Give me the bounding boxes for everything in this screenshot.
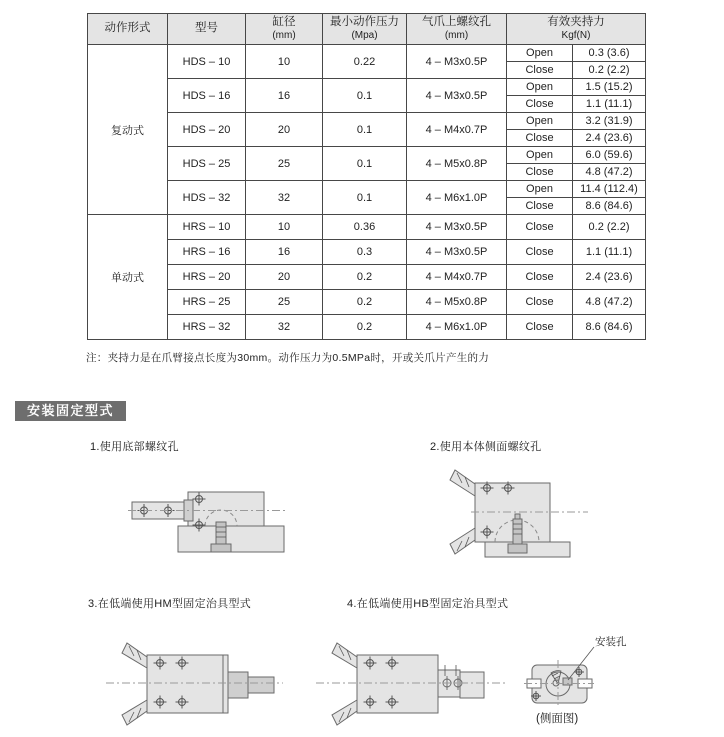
- figure3-caption: 3.在低端使用HM型固定治具型式: [88, 598, 252, 610]
- table-row: [88, 265, 646, 290]
- cell-bore: 20: [246, 265, 323, 290]
- table-row: [88, 215, 646, 240]
- table-row: [88, 240, 646, 265]
- cell-action-type: 单动式: [88, 215, 168, 340]
- cell-state: Close: [507, 215, 573, 240]
- cell-force: 4.8 (47.2): [573, 290, 646, 315]
- cell-force: 4.8 (47.2): [573, 164, 646, 181]
- table-note: 注：夹持力是在爪臂接点长度为30mm。动作压力为0.5MPa时，开或关爪片产生的力: [86, 352, 490, 364]
- cell-model: HRS – 16: [168, 240, 246, 265]
- cell-model: HDS – 10: [168, 45, 246, 79]
- claw-arm-lower: [332, 700, 357, 725]
- cell-model: HRS – 32: [168, 315, 246, 340]
- claw-arm-upper: [122, 643, 147, 668]
- cell-state: Close: [507, 62, 573, 79]
- cell-state: Close: [507, 164, 573, 181]
- cell-thread: 4 – M5x0.8P: [407, 290, 507, 315]
- figure-hb-fixture-drawing: [308, 632, 513, 732]
- cell-force: 2.4 (23.6): [573, 265, 646, 290]
- cell-state: Close: [507, 315, 573, 340]
- cell-pressure: 0.2: [323, 265, 407, 290]
- spec-table: [87, 13, 646, 340]
- cell-force: 1.1 (11.1): [573, 96, 646, 113]
- figure-side-mount-drawing: [438, 460, 623, 580]
- gripper-body: [147, 655, 228, 713]
- cell-model: HRS – 10: [168, 215, 246, 240]
- cell-state: Open: [507, 181, 573, 198]
- cell-model: HDS – 20: [168, 113, 246, 147]
- cell-thread: 4 – M3x0.5P: [407, 240, 507, 265]
- cell-pressure: 0.2: [323, 290, 407, 315]
- cell-force: 6.0 (59.6): [573, 147, 646, 164]
- cell-pressure: 0.1: [323, 181, 407, 215]
- cell-bore: 16: [246, 79, 323, 113]
- cell-pressure: 0.22: [323, 45, 407, 79]
- cell-bore: 16: [246, 240, 323, 265]
- cell-force: 0.3 (3.6): [573, 45, 646, 62]
- table-row: [88, 181, 646, 198]
- figure1-caption: 1.使用底部螺纹孔: [90, 441, 179, 453]
- header-cell-3: 最小动作压力 (Mpa): [323, 14, 407, 45]
- cell-force: 2.4 (23.6): [573, 130, 646, 147]
- cell-thread: 4 – M6x1.0P: [407, 315, 507, 340]
- table-row: [88, 290, 646, 315]
- cell-pressure: 0.1: [323, 79, 407, 113]
- cell-pressure: 0.36: [323, 215, 407, 240]
- cell-state: Close: [507, 290, 573, 315]
- cell-bore: 20: [246, 113, 323, 147]
- cell-thread: 4 – M4x0.7P: [407, 265, 507, 290]
- cell-model: HDS – 16: [168, 79, 246, 113]
- cell-state: Close: [507, 240, 573, 265]
- cell-bore: 32: [246, 315, 323, 340]
- table-row: [88, 45, 646, 62]
- spec-table-head: [88, 14, 646, 45]
- table-row: [88, 315, 646, 340]
- cell-model: HDS – 25: [168, 147, 246, 181]
- cell-state: Close: [507, 265, 573, 290]
- cell-bore: 10: [246, 45, 323, 79]
- cell-action-type: 复动式: [88, 45, 168, 215]
- header-cell-1: 型号: [168, 14, 246, 45]
- cell-state: Close: [507, 198, 573, 215]
- cell-model: HRS – 25: [168, 290, 246, 315]
- cell-state: Close: [507, 96, 573, 113]
- claw-arm-lower: [450, 528, 475, 554]
- figure-side-view: [518, 626, 713, 732]
- cell-model: HRS – 20: [168, 265, 246, 290]
- cell-thread: 4 – M6x1.0P: [407, 181, 507, 215]
- cell-thread: 4 – M3x0.5P: [407, 215, 507, 240]
- cell-state: Open: [507, 113, 573, 130]
- section-title-bar: 安装固定型式: [15, 401, 126, 421]
- cell-force: 8.6 (84.6): [573, 315, 646, 340]
- claw-arm-lower: [122, 700, 147, 725]
- cell-force: 3.2 (31.9): [573, 113, 646, 130]
- table-row: [88, 79, 646, 96]
- cell-pressure: 0.1: [323, 147, 407, 181]
- figure2-caption: 2.使用本体侧面螺纹孔: [430, 441, 542, 453]
- cell-bore: 25: [246, 147, 323, 181]
- claw-arm-upper: [450, 470, 475, 496]
- cell-state: Open: [507, 147, 573, 164]
- gripper-body: [357, 655, 438, 713]
- spec-table-header-row: [88, 14, 646, 45]
- cell-thread: 4 – M3x0.5P: [407, 79, 507, 113]
- hm-block: [228, 672, 248, 698]
- figure-bottom-mount-drawing: [128, 466, 313, 578]
- cell-bore: 32: [246, 181, 323, 215]
- claw-arm-upper: [332, 643, 357, 668]
- header-cell-0: 动作形式: [88, 14, 168, 45]
- cell-force: 0.2 (2.2): [573, 62, 646, 79]
- cell-pressure: 0.1: [323, 113, 407, 147]
- cell-thread: 4 – M3x0.5P: [407, 45, 507, 79]
- cell-pressure: 0.2: [323, 315, 407, 340]
- cell-force: 8.6 (84.6): [573, 198, 646, 215]
- cell-state: Open: [507, 79, 573, 96]
- rod: [248, 677, 274, 693]
- cell-state: Close: [507, 130, 573, 147]
- header-cell-4: 气爪上螺纹孔 (mm): [407, 14, 507, 45]
- hb-plate: [460, 672, 484, 698]
- side-view-caption: (侧面图): [536, 713, 579, 725]
- header-cell-5: 有效夹持力 Kgf(N): [507, 14, 646, 45]
- cell-bore: 10: [246, 215, 323, 240]
- table-row: [88, 113, 646, 130]
- figure-hm-fixture-drawing: [98, 632, 303, 732]
- cell-force: 11.4 (112.4): [573, 181, 646, 198]
- cell-force: 1.5 (15.2): [573, 79, 646, 96]
- cell-force: 1.1 (11.1): [573, 240, 646, 265]
- cell-state: Open: [507, 45, 573, 62]
- spec-table-body: [88, 45, 646, 340]
- cell-force: 0.2 (2.2): [573, 215, 646, 240]
- cell-model: HDS – 32: [168, 181, 246, 215]
- cell-bore: 25: [246, 290, 323, 315]
- figure4-caption: 4.在低端使用HB型固定治具型式: [347, 598, 509, 610]
- table-row: [88, 147, 646, 164]
- cell-thread: 4 – M4x0.7P: [407, 113, 507, 147]
- cell-thread: 4 – M5x0.8P: [407, 147, 507, 181]
- header-cell-2: 缸径 (mm): [246, 14, 323, 45]
- cell-pressure: 0.3: [323, 240, 407, 265]
- mounting-hole-label: 安装孔: [595, 636, 627, 648]
